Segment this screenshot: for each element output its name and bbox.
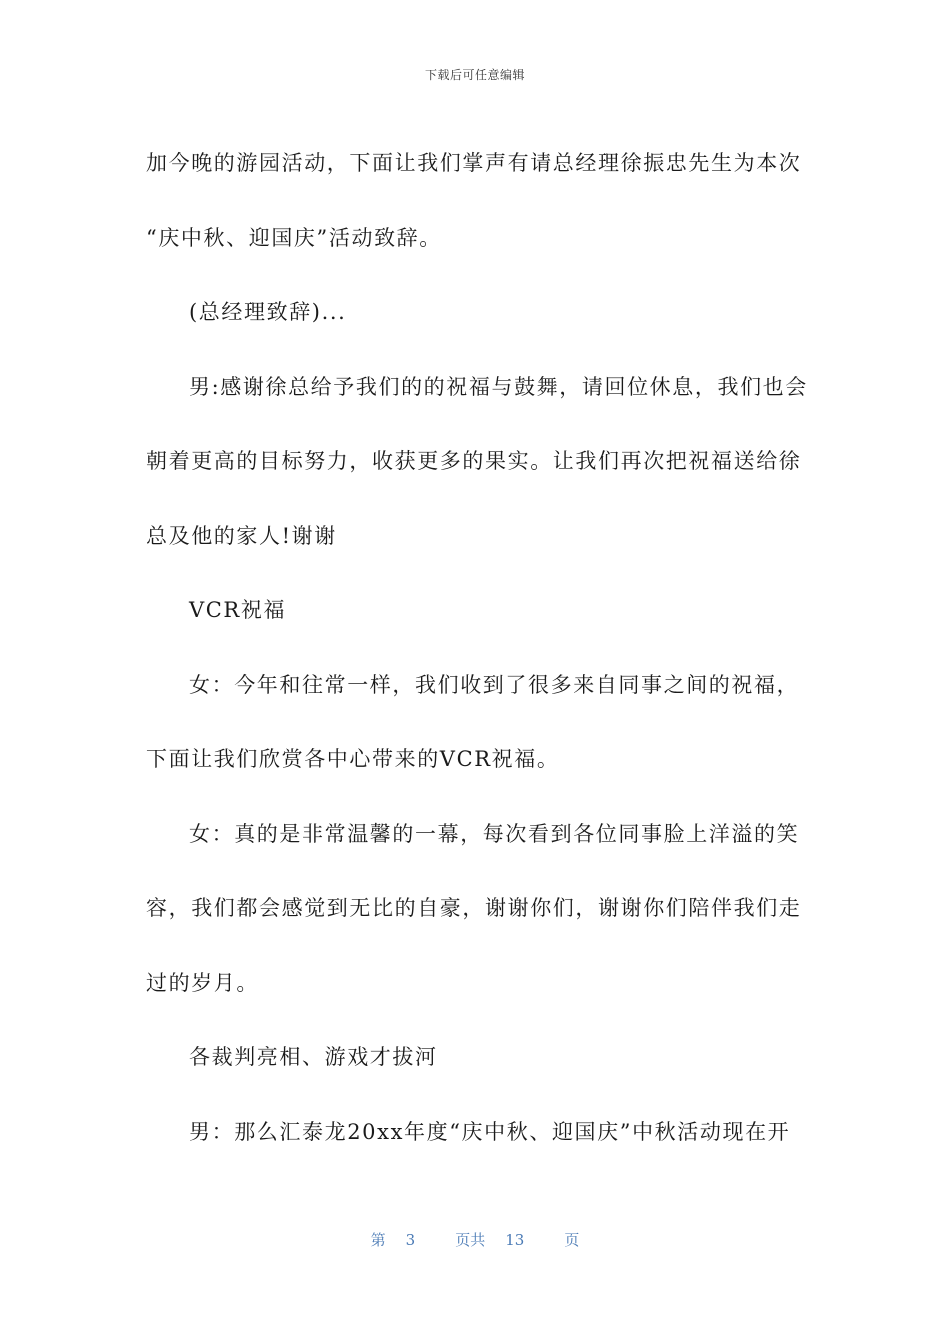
footer-prefix: 第	[370, 1231, 386, 1249]
footer-total-pages: 13	[505, 1231, 525, 1249]
paragraph-line: 容，我们都会感觉到无比的自豪，谢谢你们，谢谢你们陪伴我们走	[146, 896, 802, 920]
paragraph-line: 总及他的家人!谢谢	[146, 523, 337, 548]
paragraph-line: 男：那么汇泰龙20xx年度“庆中秋、迎国庆”中秋活动现在开	[189, 1119, 791, 1144]
paragraph-line: 过的岁月。	[146, 970, 259, 995]
paragraph-line: 各裁判亮相、游戏才拔河	[189, 1045, 438, 1069]
paragraph-line: “庆中秋、迎国庆”活动致辞。	[146, 225, 442, 250]
footer-current-page: 3	[405, 1231, 416, 1249]
paragraph-line: VCR祝福	[189, 598, 287, 622]
paragraph-line: (总经理致辞)...	[189, 300, 347, 324]
document-body	[146, 126, 806, 1169]
footer-suffix: 页	[564, 1231, 580, 1249]
header-note: 下载后可任意编辑	[424, 68, 525, 82]
paragraph-line: 朝着更高的目标努力，收获更多的果实。让我们再次把祝福送给徐	[146, 449, 802, 473]
paragraph-line: 男:感谢徐总给予我们的的祝福与鼓舞，请回位休息，我们也会	[189, 374, 808, 399]
page-footer	[0, 1229, 950, 1250]
paragraph-line: 女：今年和往常一样，我们收到了很多来自同事之间的祝福，	[189, 672, 800, 697]
paragraph-line: 加今晚的游园活动，下面让我们掌声有请总经理徐振忠先生为本次	[146, 151, 802, 175]
footer-middle: 页共	[455, 1231, 486, 1249]
paragraph-line: 下面让我们欣赏各中心带来的VCR祝福。	[146, 747, 560, 771]
paragraph-line: 女：真的是非常温馨的一幕，每次看到各位同事脸上洋溢的笑	[189, 821, 800, 846]
